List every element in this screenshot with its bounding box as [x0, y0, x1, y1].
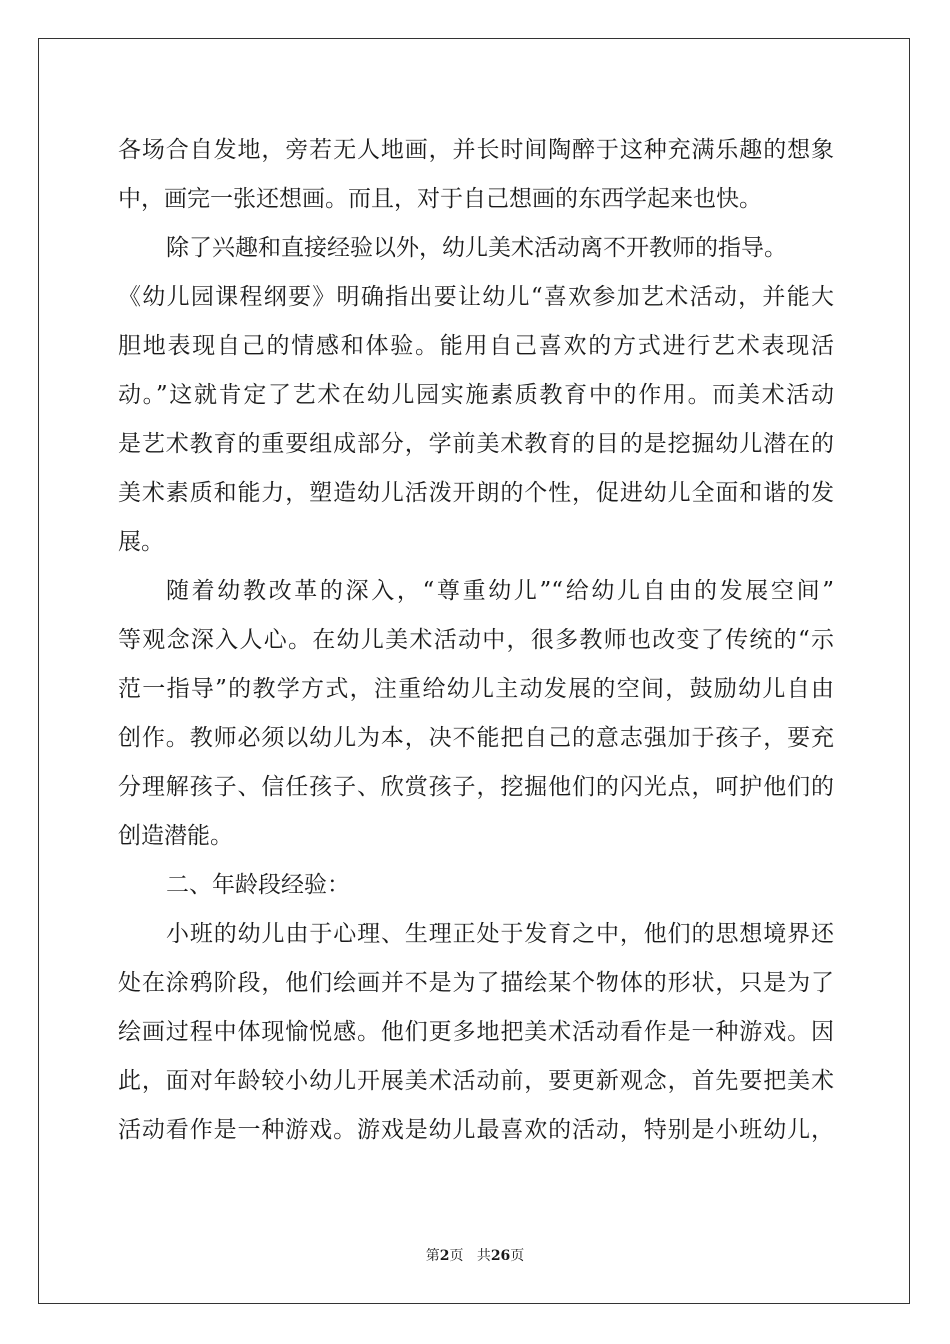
- text-line: 中，画完一张还想画。而且，对于自己想画的东西学起来也快。: [118, 186, 762, 212]
- total-page-count: 26: [490, 1248, 511, 1264]
- footer-total-prefix: 共: [476, 1248, 491, 1264]
- page-footer: [0, 1245, 950, 1265]
- text-line: 创作。教师必须以幼儿为本，决不能把自己的意志强加于孩子，要充: [118, 725, 834, 751]
- text-line: 分理解孩子、信任孩子、欣赏孩子，挖掘他们的闪光点，呵护他们的: [118, 774, 834, 800]
- text-line: 小班的幼儿由于心理、生理正处于发育之中，他们的思想境界还: [166, 921, 834, 947]
- text-line: 是艺术教育的重要组成部分，学前美术教育的目的是挖掘幼儿潜在的: [118, 431, 834, 457]
- paragraph: [118, 567, 834, 861]
- text-line: 展。: [118, 529, 164, 555]
- text-line: 美术素质和能力，塑造幼儿活泼开朗的个性，促进幼儿全面和谐的发: [118, 480, 834, 506]
- footer-prefix: 第: [425, 1248, 440, 1264]
- text-line: 等观念深入人心。在幼儿美术活动中，很多教师也改变了传统的“示: [118, 627, 834, 653]
- paragraph: [118, 126, 834, 224]
- text-line: 活动看作是一种游戏。游戏是幼儿最喜欢的活动，特别是小班幼儿，: [118, 1117, 834, 1143]
- text-line: 动。”这就肯定了艺术在幼儿园实施素质教育中的作用。而美术活动: [118, 382, 834, 408]
- text-line: 二、年龄段经验：: [166, 872, 350, 898]
- section-heading: [118, 861, 834, 910]
- footer-total-suffix: 页: [510, 1248, 525, 1264]
- text-line: 各场合自发地，旁若无人地画，并长时间陶醉于这种充满乐趣的想象: [118, 137, 834, 163]
- current-page-number: 2: [439, 1248, 450, 1264]
- text-line: 处在涂鸦阶段，他们绘画并不是为了描绘某个物体的形状，只是为了: [118, 970, 834, 996]
- text-line: 绘画过程中体现愉悦感。他们更多地把美术活动看作是一种游戏。因: [118, 1019, 834, 1045]
- document-body: [118, 126, 834, 1155]
- text-line: 除了兴趣和直接经验以外，幼儿美术活动离不开教师的指导。: [166, 235, 787, 261]
- text-line: 《幼儿园课程纲要》明确指出要让幼儿“喜欢参加艺术活动，并能大: [118, 284, 834, 310]
- text-line: 范一指导”的教学方式，注重给幼儿主动发展的空间，鼓励幼儿自由: [118, 676, 834, 702]
- paragraph: [118, 910, 834, 1155]
- paragraph: [118, 224, 834, 567]
- footer-page-suffix: 页: [449, 1248, 464, 1264]
- text-line: 创造潜能。: [118, 823, 233, 849]
- text-line: 随着幼教改革的深入，“尊重幼儿”“给幼儿自由的发展空间”: [166, 578, 834, 604]
- text-line: 此，面对年龄较小幼儿开展美术活动前，要更新观念，首先要把美术: [118, 1068, 834, 1094]
- text-line: 胆地表现自己的情感和体验。能用自己喜欢的方式进行艺术表现活: [118, 333, 834, 359]
